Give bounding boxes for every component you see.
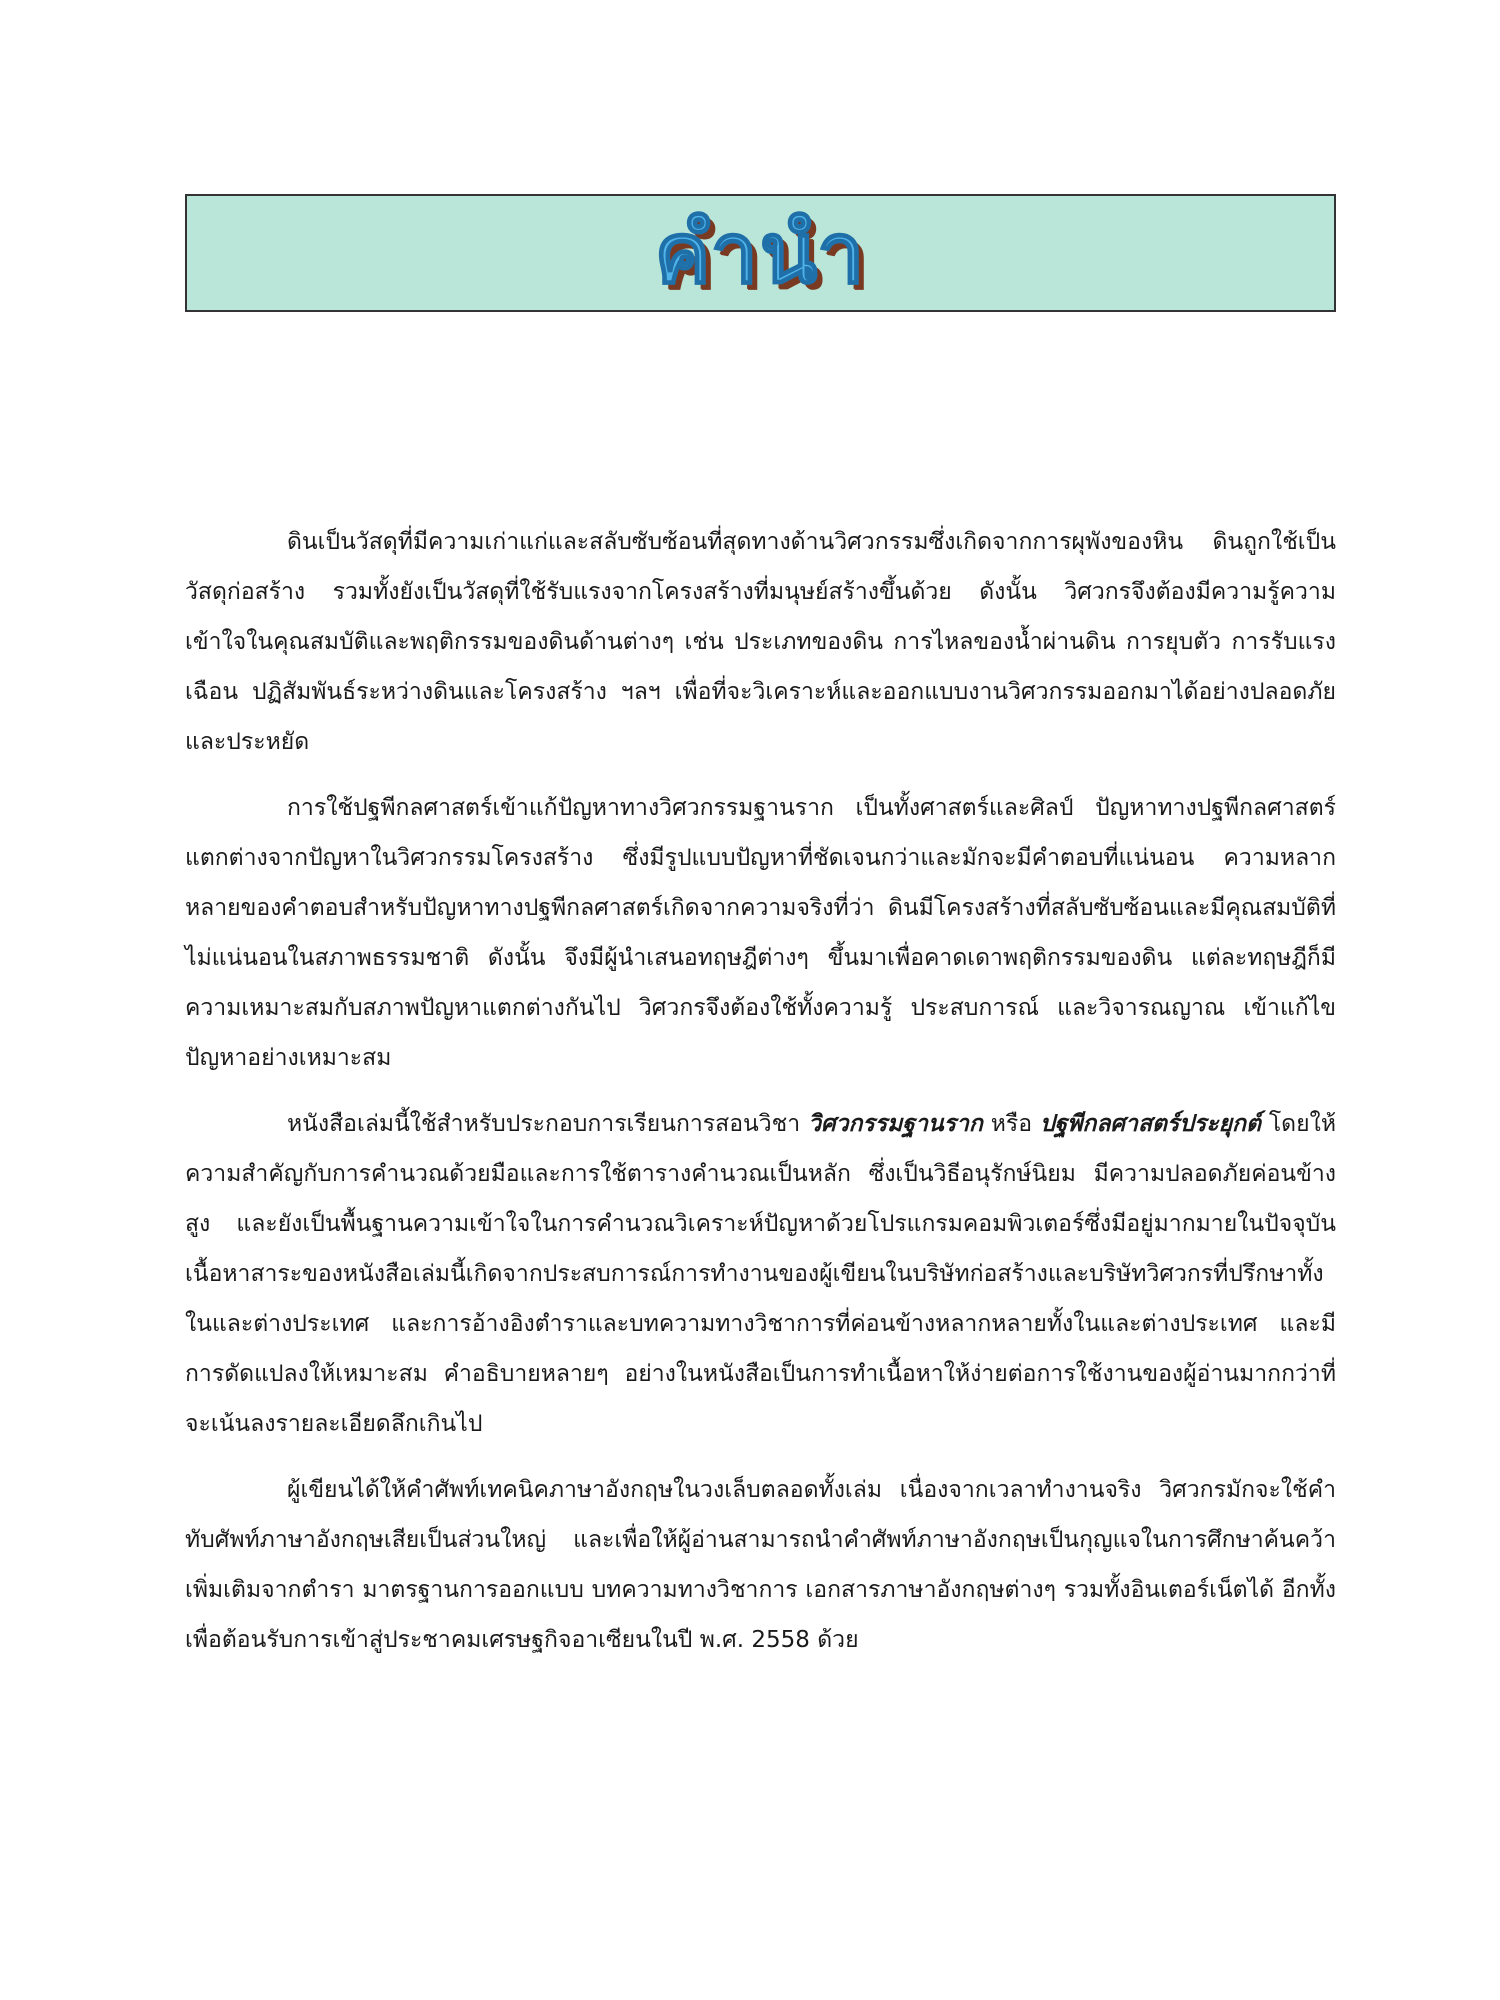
preface-body xyxy=(185,517,1336,1681)
paragraph-1: ดินเป็นวัสดุที่มีความเก่าแก่และสลับซับซ้อนที่สุดทางด้านวิศวกรรมซึ่งเกิดจากการผุพังของหิน ดินถูกใช้เป็นวัสดุก่อสร้าง รวมทั้งยังเป็นวัสดุที่ใช้รับแรงจากโครงสร้างที่มนุษย์สร้างขึ้นด้วย ดังนั้น วิศวกรจึงต้องมีความรู้ความเข้าใจในคุณสมบัติและพฤติกรรมของดินด้านต่างๆ เช่น ประเภทของดิน การไหลของน้ำผ่านดิน การยุบตัว การรับแรงเฉือน ปฏิสัมพันธ์ระหว่างดินและโครงสร้าง ฯลฯ เพื่อที่จะวิเคราะห์และออกแบบงานวิศวกรรมออกมาได้อย่างปลอดภัยและประหยัด xyxy=(185,529,1336,755)
paragraph-3-lead: หนังสือเล่มนี้ใช้สำหรับประกอบการเรียนการสอนวิชา xyxy=(287,1111,809,1137)
paragraph-4: ผู้เขียนได้ให้คำศัพท์เทคนิคภาษาอังกฤษในวงเล็บตลอดทั้งเล่ม เนื่องจากเวลาทำงานจริง วิศวกรมักจะใช้คำทับศัพท์ภาษาอังกฤษเสียเป็นส่วนใหญ่ และเพื่อให้ผู้อ่านสามารถนำคำศัพท์ภาษาอังกฤษเป็นกุญแจในการศึกษาค้นคว้าเพิ่มเติมจากตำรา มาตรฐานการออกแบบ บทความทางวิชาการ เอกสารภาษาอังกฤษต่างๆ รวมทั้งอินเตอร์เน็ตได้ อีกทั้งเพื่อต้อนรับการเข้าสู่ประชาคมเศรษฐกิจอาเซียนในปี พ.ศ. 2558 ด้วย xyxy=(185,1477,1336,1653)
paragraph-3 xyxy=(185,1099,1336,1449)
course-name-foundation-engineering: วิศวกรรมฐานราก xyxy=(808,1111,983,1137)
course-name-applied-soil-mechanics: ปฐพีกลศาสตร์ประยุกต์ xyxy=(1039,1111,1261,1137)
title-banner xyxy=(185,194,1336,312)
paragraph-2: การใช้ปฐพีกลศาสตร์เข้าแก้ปัญหาทางวิศวกรรมฐานราก เป็นทั้งศาสตร์และศิลป์ ปัญหาทางปฐพีกลศาสตร์แตกต่างจากปัญหาในวิศวกรรมโครงสร้าง ซึ่งมีรูปแบบปัญหาที่ชัดเจนกว่าและมักจะมีคำตอบที่แน่นอน ความหลากหลายของคำตอบสำหรับปัญหาทางปฐพีกลศาสตร์เกิดจากความจริงที่ว่า ดินมีโครงสร้างที่สลับซับซ้อนและมีคุณสมบัติที่ไม่แน่นอนในสภาพธรรมชาติ ดังนั้น จึงมีผู้นำเสนอทฤษฎีต่างๆ ขึ้นมาเพื่อคาดเดาพฤติกรรมของดิน แต่ละทฤษฎีก็มีความเหมาะสมกับสภาพปัญหาแตกต่างกันไป วิศวกรจึงต้องใช้ทั้งความรู้ ประสบการณ์ และวิจารณญาณ เข้าแก้ไขปัญหาอย่างเหมาะสม xyxy=(185,795,1336,1071)
page-title: คำนำ xyxy=(654,204,867,302)
paragraph-3-rest: โดยให้ความสำคัญกับการคำนวณด้วยมือและการใช้ตารางคำนวณเป็นหลัก ซึ่งเป็นวิธีอนุรักษ์นิยม มีความปลอดภัยค่อนข้างสูง และยังเป็นพื้นฐานความเข้าใจในการคำนวณวิเคราะห์ปัญหาด้วยโปรแกรมคอมพิวเตอร์ซึ่งมีอยู่มากมายในปัจจุบัน เนื้อหาสาระของหนังสือเล่มนี้เกิดจากประสบการณ์การทำงานของผู้เขียนในบริษัทก่อสร้างและบริษัทวิศวกรที่ปรึกษาทั้งในและต่างประเทศ และการอ้างอิงตำราและบทความทางวิชาการที่ค่อนข้างหลากหลายทั้งในและต่างประเทศ และมีการดัดแปลงให้เหมาะสม คำอธิบายหลายๆ อย่างในหนังสือเป็นการทำเนื้อหาให้ง่ายต่อการใช้งานของผู้อ่านมากกว่าที่จะเน้นลงรายละเอียดลึกเกินไป xyxy=(185,1111,1336,1437)
paragraph-3-mid: หรือ xyxy=(982,1111,1040,1137)
